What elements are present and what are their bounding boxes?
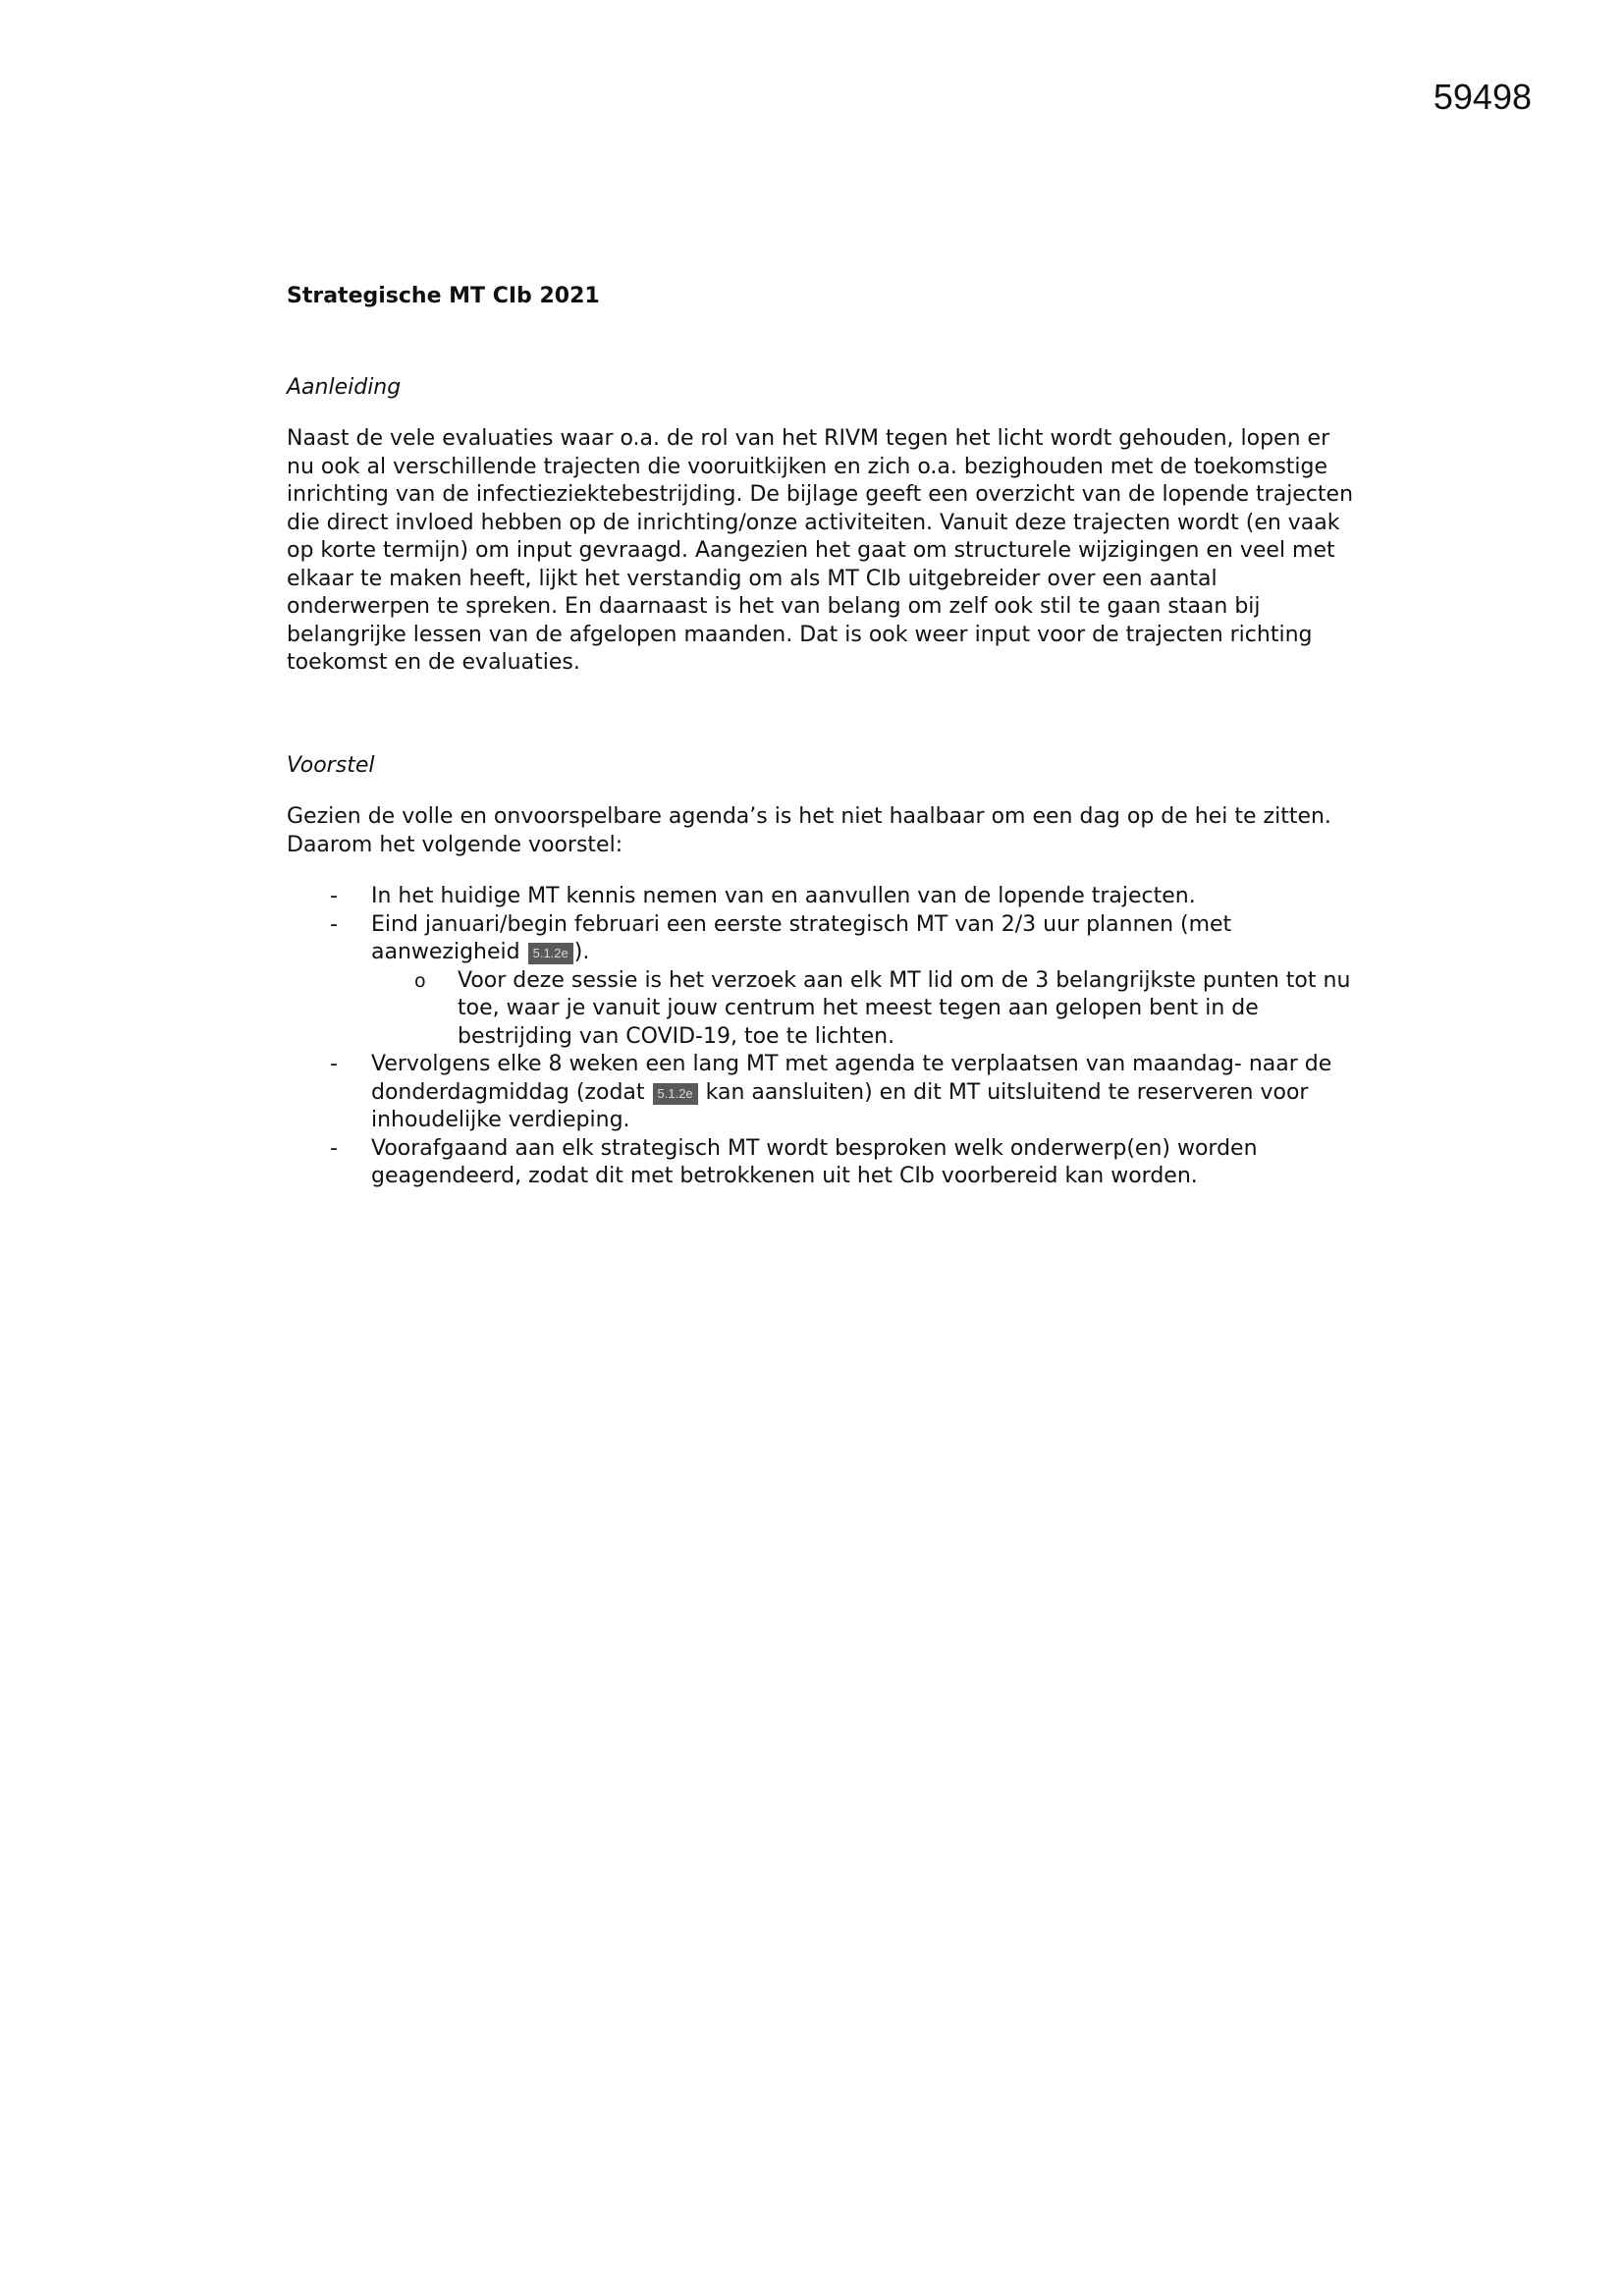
section-paragraph-aanleiding: Naast de vele evaluaties waar o.a. de rol van het RIVM tegen het licht wordt gehouden, lopen er nu ook al verschillende trajecten die vooruitkijken en zich o.a. bezighouden met de toekomstige inrichting van de infectieziektebestrijding. De bijlage geeft een overzicht van de lopende trajecten die direct invloed hebben op de inrichting/onze activiteiten. Vanuit deze trajecten wordt (en vaak op korte termijn) om input gevraagd. Aangezien het gaat om structurele wijzigingen en veel met elkaar te maken heeft, lijkt het verstandig om als MT CIb uitgebreider over een aantal onderwerpen te spreken. En daarnaast is het van belang om zelf ook stil te gaan staan bij belangrijke lessen van de afgelopen maanden. Dat is ook weer input voor de trajecten richting toekomst en de evaluaties. <box>287 426 1354 675</box>
document-number: 59498 <box>1433 77 1532 117</box>
list-item: - In het huidige MT kennis nemen van en aanvullen van de lopende trajecten. <box>287 883 1357 911</box>
sub-list-item: o Voor deze sessie is het verzoek aan elk MT lid om de 3 belangrijkste punten tot nu toe, waar je vanuit jouw centrum het meest tegen aan gelopen bent in de bestrijding van COVID-19, toe te lichten. <box>371 967 1357 1052</box>
list-item: - Eind januari/begin februari een eerste strategisch MT van 2/3 uur plannen (met aanwezigheid 5.1.2e ). o Voor deze sessie is het verzoek aan elk MT lid om de 3 belangrijkste punten tot nu toe, waar je vanuit jouw centrum het meest tegen aan gelopen bent in de bestrijding van COVID-19, toe te lichten. <box>287 911 1357 1052</box>
section-paragraph-voorstel: Gezien de volle en onvoorspelbare agenda’s is het niet haalbaar om een dag op de hei te zitten. Daarom het volgende voorstel: <box>287 804 1331 857</box>
proposal-list <box>287 883 1357 1191</box>
redaction-badge: 5.1.2e <box>528 943 573 964</box>
list-item: - Voorafgaand aan elk strategisch MT wordt besproken welk onderwerp(en) worden geagendeerd, zodat dit met betrokkenen uit het CIb voorbereid kan worden. <box>287 1135 1357 1191</box>
section-heading-voorstel: Voorstel <box>287 752 375 778</box>
proposal-sublist <box>371 967 1357 1052</box>
document-title: Strategische MT CIb 2021 <box>287 284 600 308</box>
document-body <box>287 283 1357 1191</box>
list-item: - Vervolgens elke 8 weken een lang MT met agenda te verplaatsen van maandag- naar de donderdagmiddag (zodat 5.1.2e kan aansluiten) en dit MT uitsluitend te reserveren voor inhoudelijke verdieping. <box>287 1051 1357 1135</box>
section-heading-aanleiding: Aanleiding <box>287 374 402 400</box>
redaction-badge: 5.1.2e <box>653 1083 698 1105</box>
